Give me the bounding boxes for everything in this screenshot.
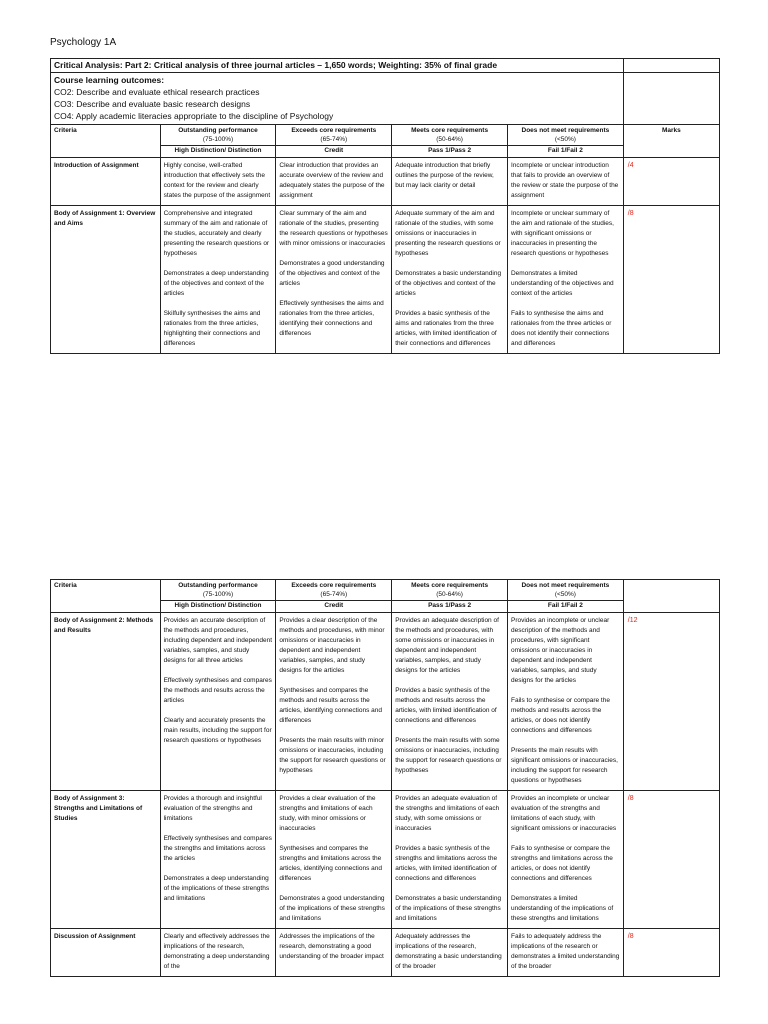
band-header: Exceeds core requirements (65-74%) Credit [276,580,392,613]
criterion-label: Discussion of Assignment [51,928,161,976]
descriptor-cell [507,205,623,353]
descriptor-text: Adequate summary of the aim and rationale of the studies, with some omissions or inaccuracies in presenting the research questions or hypotheses [395,209,501,257]
band-header: Does not meet requirements (<50%) Fail 1/Fail 2 [507,580,623,613]
descriptor-text: Comprehensive and integrated summary of the aim and rationale of the studies, accurately and clearly presenting the research questions or hypotheses [163,209,270,257]
descriptor-text: Provides an incomplete or unclear evaluation of the strengths and limitations of each study, with significant omissions or inaccuracies [510,794,617,832]
descriptor-text: Fails to synthesise or compare the methods and results across the articles, or does not identify connections and differences [510,696,610,734]
descriptor-text: Fails to adequately address the implications of the research or demonstrates a limited understanding of the broader [510,932,620,970]
descriptor-cell [276,790,392,928]
descriptor-text: Provides a basic synthesis of the strengths and limitations across the articles, with limited identification of connections and differences [395,844,498,882]
descriptor-cell [392,205,508,353]
marks-cell: /12 [623,612,719,790]
learning-outcomes [51,73,624,125]
descriptor-cell [160,205,276,353]
descriptor-text: Demonstrates a good understanding of the objectives and context of the articles [279,259,385,287]
descriptor-text: Provides an adequate evaluation of the strengths and limitations of each study, with some omissions or inaccuracies [395,794,500,832]
descriptor-text: Incomplete or unclear introduction that fails to provide an overview of the review or state the purpose of the assignment [510,161,619,199]
descriptor-cell [392,928,508,976]
band-header: Outstanding performance (75-100%) High Distinction/ Distinction [160,125,276,158]
descriptor-cell [507,612,623,790]
descriptor-cell [276,205,392,353]
band-header: Outstanding performance (75-100%) High Distinction/ Distinction [160,580,276,613]
descriptor-text: Skilfully synthesises the aims and rationales from the three articles, highlighting their connections and differences [163,309,261,347]
descriptor-text: Provides an accurate description of the methods and procedures, including dependent and independent variables, samples, and study designs for all three articles [163,616,273,664]
descriptor-cell [507,790,623,928]
descriptor-text: Demonstrates a basic understanding of the implications of these strengths and limitations [395,894,502,922]
rubric-row [51,790,720,928]
criterion-label: Body of Assignment 3: Strengths and Limitations of Studies [51,790,161,928]
descriptor-text: Synthesises and compares the strengths and limitations across the articles, identifying connections and differences [279,844,383,882]
band-header: Meets core requirements (50-64%) Pass 1/Pass 2 [392,125,508,158]
descriptor-text: Demonstrates a basic understanding of the objectives and context of the articles [395,269,502,297]
descriptor-text: Effectively synthesises and compares the strengths and limitations across the articles [163,834,272,862]
descriptor-text: Fails to synthesise or compare the strengths and limitations across the articles, or does not identify connections and differences [510,844,613,882]
descriptor-text: Clear summary of the aim and rationale of the studies, presenting the research questions or hypotheses with minor omissions or inaccuracies [279,209,388,247]
criterion-label: Body of Assignment 2: Methods and Results [51,612,161,790]
descriptor-text: Clearly and effectively addresses the implications of the research, demonstrating a deep understanding of the [163,932,270,970]
descriptor-text: Provides a basic synthesis of the methods and results across the articles, with limited identification of connections and differences [395,686,497,724]
descriptor-cell [507,157,623,205]
descriptor-text: Provides a basic synthesis of the aims and rationales from the three articles, with limited identification of their connections and differences [395,309,497,347]
descriptor-text: Highly concise, well-crafted introduction that effectively sets the context for the review and clearly states the purpose of the assignment [163,161,271,199]
criterion-label: Body of Assignment 1: Overview and Aims [51,205,161,353]
marks-header: Marks [623,125,719,158]
descriptor-cell [392,612,508,790]
descriptor-text: Demonstrates a limited understanding of the objectives and context of the articles [510,269,614,297]
band-header: Meets core requirements (50-64%) Pass 1/Pass 2 [392,580,508,613]
descriptor-cell [160,157,276,205]
page-break [50,470,720,550]
outcome-item: CO4: Apply academic literacies appropriate to the discipline of Psychology [54,111,334,121]
document-title: Psychology 1A [50,37,117,48]
descriptor-text: Presents the main results with significant omissions or inaccuracies, including the support for research questions or hypotheses [510,746,618,784]
descriptor-text: Demonstrates a deep understanding of the implications of these strengths and limitations [163,874,270,902]
descriptor-cell [160,612,276,790]
descriptor-text: Demonstrates a limited understanding of the implications of these strengths and limitations [510,894,614,922]
marks-cell: /4 [623,157,719,205]
assessment-title: Critical Analysis: Part 2: Critical analysis of three journal articles – 1,650 words; Weighting: 35% of final grade [51,59,624,73]
descriptor-text: Presents the main results with minor omissions or inaccuracies, including the support for research questions or hypotheses [279,736,386,774]
band-header: Does not meet requirements (<50%) Fail 1/Fail 2 [507,125,623,158]
rubric-table-2 [50,579,720,977]
column-header-row [51,125,720,158]
descriptor-text: Provides a clear evaluation of the strengths and limitations of each study, with minor omissions or inaccuracies [279,794,376,832]
criteria-header: Criteria [51,125,161,158]
descriptor-text: Clear introduction that provides an accurate overview of the review and adequately states the purpose of the assignment [279,161,385,199]
descriptor-text: Provides a clear description of the methods and procedures, with minor omissions or inaccuracies in dependent and independent variables, samples, and study designs for the articles [279,616,385,674]
descriptor-text: Fails to synthesise the aims and rationales from the three articles or does not identify their connections and differences [510,309,612,347]
descriptor-text: Effectively synthesises the aims and rationales from the three articles, identifying their connections and differences [279,299,384,337]
marks-cell: /8 [623,928,719,976]
descriptor-text: Clearly and accurately presents the main results, including the support for research questions or hypotheses [163,716,272,744]
descriptor-text: Demonstrates a deep understanding of the objectives and context of the articles [163,269,269,297]
descriptor-text: Adequately addresses the implications of the research, demonstrating a basic understanding of the broader [395,932,502,970]
outcomes-label: Course learning outcomes: [54,75,165,85]
descriptor-cell [507,928,623,976]
descriptor-text: Provides a thorough and insightful evaluation of the strengths and limitations [163,794,262,822]
rubric-row [51,928,720,976]
criteria-header: Criteria [51,580,161,613]
descriptor-text: Adequate introduction that briefly outlines the purpose of the review, but may lack clarity or detail [395,161,494,189]
descriptor-cell [160,928,276,976]
column-header-row [51,580,720,613]
marks-cell: /8 [623,205,719,353]
outcome-item: CO2: Describe and evaluate ethical research practices [54,87,260,97]
outcome-item: CO3: Describe and evaluate basic research designs [54,99,251,109]
descriptor-text: Presents the main results with some omissions or inaccuracies, including the support for research questions or hypotheses [395,736,502,774]
marks-cell: /8 [623,790,719,928]
descriptor-cell [276,157,392,205]
rubric-row [51,205,720,353]
descriptor-cell [276,612,392,790]
descriptor-text: Effectively synthesises and compares the methods and results across the articles [163,676,272,704]
rubric-row [51,157,720,205]
descriptor-cell [392,790,508,928]
criterion-label: Introduction of Assignment [51,157,161,205]
descriptor-text: Synthesises and compares the methods and results across the articles, identifying connections and differences [279,686,383,724]
descriptor-text: Addresses the implications of the research, demonstrating a good understanding of the broader impact [279,932,384,960]
descriptor-cell [392,157,508,205]
rubric-table-1 [50,58,720,354]
descriptor-text: Provides an incomplete or unclear description of the methods and procedures, with significant omissions or inaccuracies in dependent and independent variables, samples, and study designs for the articles [510,616,610,684]
descriptor-cell [160,790,276,928]
descriptor-text: Incomplete or unclear summary of the aim and rationale of the studies, with significant omissions or inaccuracies in presenting the research questions or hypotheses [510,209,614,257]
descriptor-text: Provides an adequate description of the methods and procedures, with some omissions or inaccuracies in dependent and independent variables, samples, and study designs for the articles [395,616,499,674]
descriptor-text: Demonstrates a good understanding of the implications of these strengths and limitations [279,894,385,922]
rubric-row [51,612,720,790]
band-header: Exceeds core requirements (65-74%) Credit [276,125,392,158]
descriptor-cell [276,928,392,976]
